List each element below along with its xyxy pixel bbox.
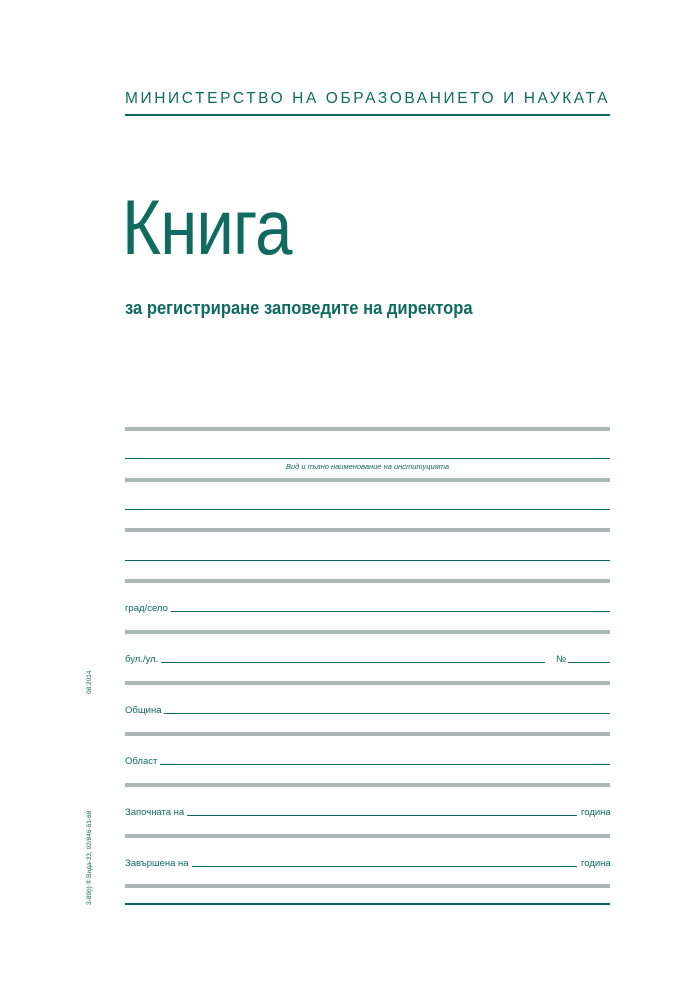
band-divider — [125, 478, 610, 482]
side-date-code: 08.2014 — [86, 670, 93, 694]
bottom-rule — [125, 903, 610, 905]
number-field-line[interactable] — [568, 662, 610, 663]
band-divider — [125, 884, 610, 888]
band-divider — [125, 783, 610, 787]
institution-line-2[interactable] — [125, 509, 610, 510]
started-field-line[interactable] — [125, 815, 577, 816]
band-divider — [125, 834, 610, 838]
street-label: бул./ул. — [125, 654, 161, 665]
band-divider — [125, 528, 610, 532]
municipality-field-line[interactable] — [125, 713, 610, 714]
region-field-line[interactable] — [125, 764, 610, 765]
band-divider — [125, 427, 610, 431]
institution-caption: Вид и пълно наименование на институцията — [285, 462, 450, 471]
ministry-header: МИНИСТЕРСТВО НА ОБРАЗОВАНИЕТО И НАУКАТА — [125, 90, 611, 107]
number-label: № — [553, 654, 566, 665]
band-divider — [125, 732, 610, 736]
institution-line-3[interactable] — [125, 560, 610, 561]
finished-field-line[interactable] — [125, 866, 577, 867]
city-field-line[interactable] — [125, 611, 610, 612]
started-label: Започната на — [125, 807, 187, 818]
municipality-label: Община — [125, 705, 164, 716]
page-subtitle: за регистриране заповедите на директора — [125, 298, 473, 318]
city-label: град/село — [125, 603, 171, 614]
institution-name-line[interactable] — [125, 458, 610, 459]
street-field-line[interactable] — [125, 662, 545, 663]
side-print-code: 3-89(i) ® Вида-33, 02/846-61-68 — [86, 810, 93, 905]
page-title: Книга — [122, 183, 292, 271]
started-year-label: година — [578, 807, 611, 818]
region-label: Област — [125, 756, 160, 767]
header-rule — [125, 114, 610, 116]
band-divider — [125, 630, 610, 634]
band-divider — [125, 681, 610, 685]
finished-year-label: година — [578, 858, 611, 869]
finished-label: Завършена на — [125, 858, 192, 869]
band-divider — [125, 579, 610, 583]
